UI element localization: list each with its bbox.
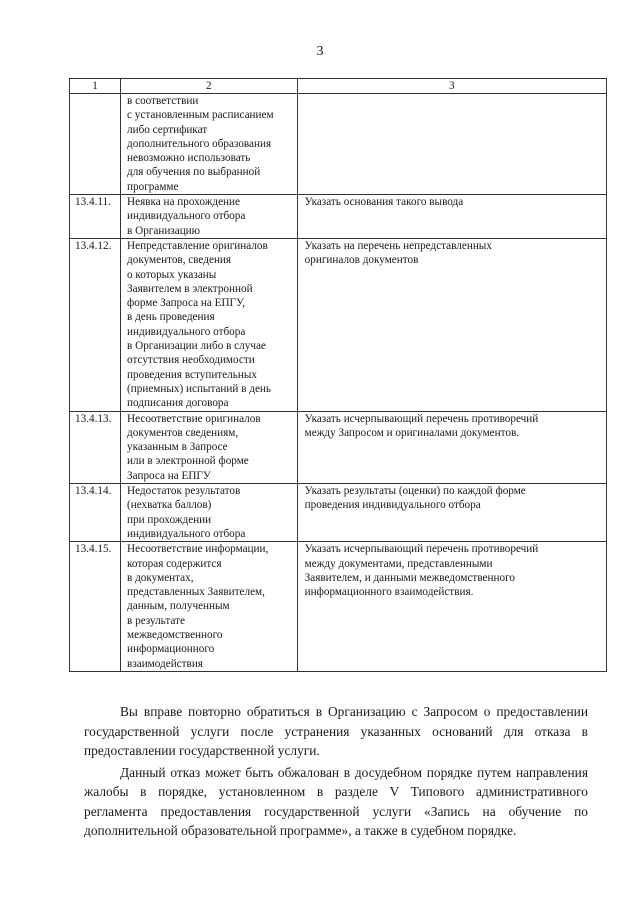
refusal-reason: Неявка на прохождение индивидуального отбора в Организацию — [121, 195, 298, 239]
required-explanation — [297, 94, 606, 195]
header-col-3: 3 — [297, 79, 606, 94]
refusal-reason: Недостаток результатов (нехватка баллов) при прохождении индивидуального отбора — [121, 484, 298, 542]
refusal-reason: Несоответствие оригиналов документов сведениям, указанным в Запросе или в электронной форме Запроса на ЕПГУ — [121, 411, 298, 483]
page-number: 3 — [316, 44, 324, 59]
row-number — [70, 94, 121, 195]
required-explanation: Указать результаты (оценки) по каждой форме проведения индивидуального отбора — [297, 484, 606, 542]
row-number: 13.4.15. — [70, 542, 121, 672]
row-number: 13.4.11. — [70, 195, 121, 239]
table-row — [70, 411, 607, 483]
row-number: 13.4.14. — [70, 484, 121, 542]
refusal-reason: Несоответствие информации, которая содержится в документах, представленных Заявителем, данным, полученным в результате межведомственного информационного взаимодействия — [121, 542, 298, 672]
row-number: 13.4.13. — [70, 411, 121, 483]
refusal-reasons-table — [69, 78, 607, 672]
table-row — [70, 542, 607, 672]
table-row — [70, 238, 607, 411]
refusal-reason: Непредставление оригиналов документов, сведения о которых указаны Заявителем в электронной форме Запроса на ЕПГУ, в день проведения индивидуального отбора в Организации либо в случае отсутствия необходимости проведения вступительных (приемных) испытаний в день подписания договора — [121, 238, 298, 411]
row-number: 13.4.12. — [70, 238, 121, 411]
reapply-paragraph: Вы вправе повторно обратиться в Организацию с Запросом о предоставлении государственной услуги после устранения указанных оснований для отказа в предоставлении государственной услуги. — [84, 704, 588, 758]
appeal-paragraph: Данный отказ может быть обжалован в досудебном порядке путем направления жалобы в порядке, установленном в разделе V Типового административного регламента предоставления государственной услуги «Запись на обучение по дополнительной образовательной программе», а также в судебном порядке. — [84, 764, 588, 838]
required-explanation: Указать исчерпывающий перечень противоречий между документами, представленными Заявителем, и данными межведомственного информационного взаимодействия. — [297, 542, 606, 672]
table-row — [70, 195, 607, 239]
header-col-2: 2 — [121, 79, 298, 94]
table-row — [70, 484, 607, 542]
header-col-1: 1 — [70, 79, 121, 94]
required-explanation: Указать основания такого вывода — [297, 195, 606, 239]
refusal-reason: в соответствии с установленным расписанием либо сертификат дополнительного образования невозможно использовать для обучения по выбранной программе — [121, 94, 298, 195]
required-explanation: Указать на перечень непредставленных оригиналов документов — [297, 238, 606, 411]
body-text — [84, 702, 588, 841]
table-header-row — [70, 79, 607, 94]
table-row — [70, 94, 607, 195]
required-explanation: Указать исчерпывающий перечень противоречий между Запросом и оригиналами документов. — [297, 411, 606, 483]
